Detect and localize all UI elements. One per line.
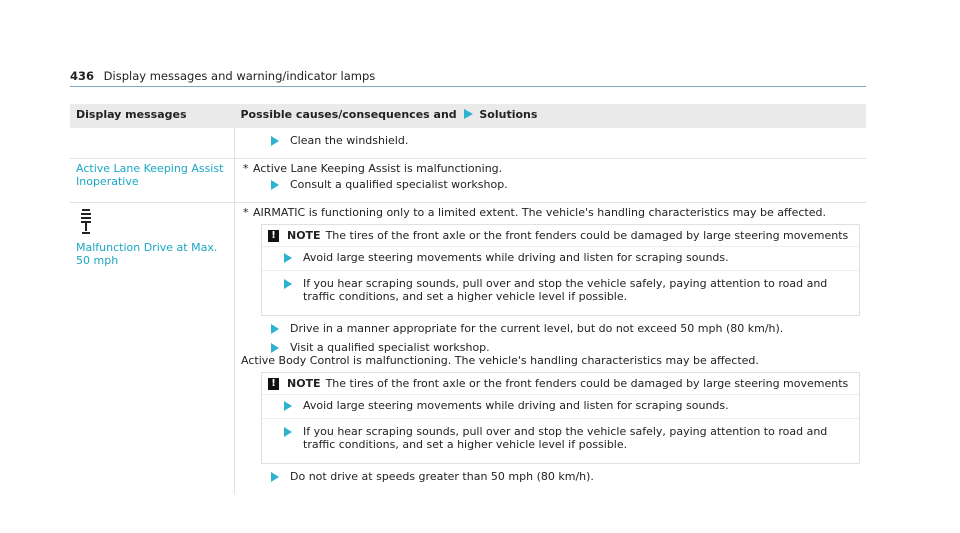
note-item-text: Avoid large steering movements while driving and listen for scraping sounds. <box>303 251 729 264</box>
note-title: NOTE <box>287 229 321 242</box>
cause-item <box>241 206 860 219</box>
arrow-icon <box>271 180 279 190</box>
solution-item <box>241 341 860 354</box>
note-item <box>262 251 859 271</box>
note-text: The tires of the front axle or the front fenders could be damaged by large steering movements <box>325 229 849 242</box>
cause-text: AIRMATIC is functioning only to a limited extent. The vehicle's handling characteristics may be affected. <box>253 206 826 219</box>
message-line: 50 mph <box>76 254 119 267</box>
note-header <box>262 225 859 247</box>
arrow-icon <box>284 279 292 289</box>
page-title: Display messages and warning/indicator lamps <box>103 69 376 83</box>
arrow-icon <box>464 109 473 119</box>
note-item-text: If you hear scraping sounds, pull over and stop the vehicle safely, paying attention to road and traffic conditions, and set a higher vehicle level if possible. <box>303 425 828 451</box>
arrow-icon <box>271 343 279 353</box>
arrow-icon <box>284 427 292 437</box>
message-cell <box>70 128 235 159</box>
solution-text: Do not drive at speeds greater than 50 mph (80 km/h). <box>290 470 594 483</box>
arrow-icon <box>284 401 292 411</box>
arrow-icon <box>271 472 279 482</box>
solution-text: Consult a qualified specialist workshop. <box>290 178 508 191</box>
note-text: The tires of the front axle or the front fenders could be damaged by large steering movements <box>325 377 849 390</box>
note-header <box>262 373 859 395</box>
col-header-solutions: Solutions <box>479 108 538 121</box>
note-item-text: If you hear scraping sounds, pull over and stop the vehicle safely, paying attention to road and traffic conditions, and set a higher vehicle level if possible. <box>303 277 828 303</box>
display-messages-table <box>70 104 866 494</box>
note-item <box>262 277 859 309</box>
col-header-display-messages: Display messages <box>70 104 235 128</box>
solution-item <box>241 178 860 191</box>
header-divider <box>70 86 866 87</box>
table-header-row <box>70 104 866 128</box>
message-line: Malfunction Drive at Max. <box>76 241 218 254</box>
note-box <box>261 224 860 316</box>
solution-cell <box>235 128 867 159</box>
note-item <box>262 425 859 457</box>
arrow-icon <box>271 324 279 334</box>
note-item-text: Avoid large steering movements while driving and listen for scraping sounds. <box>303 399 729 412</box>
cause-item <box>241 162 860 175</box>
note-box <box>261 372 860 464</box>
col-header-causes: Possible causes/consequences and <box>240 108 457 121</box>
message-cell <box>70 203 235 495</box>
table-row <box>70 203 866 495</box>
warning-icon: ! <box>268 230 279 242</box>
message-line: Active Lane Keeping Assist <box>76 162 224 175</box>
solution-item <box>241 322 860 335</box>
solution-item <box>241 470 860 483</box>
page-number: 436 <box>70 69 95 83</box>
solution-text: Drive in a manner appropriate for the current level, but do not exceed 50 mph (80 km/h). <box>290 322 784 335</box>
note-title: NOTE <box>287 377 321 390</box>
cause-text: Active Body Control is malfunctioning. The vehicle's handling characteristics may be affected. <box>241 354 759 367</box>
suspension-icon <box>78 209 94 235</box>
solution-cell <box>235 203 867 495</box>
table-row <box>70 128 866 159</box>
arrow-icon <box>284 253 292 263</box>
solution-text: Clean the windshield. <box>290 134 409 147</box>
solution-text: Visit a qualified specialist workshop. <box>290 341 490 354</box>
col-header-causes-solutions <box>235 104 867 128</box>
message-line: Inoperative <box>76 175 139 188</box>
cause-text: Active Lane Keeping Assist is malfunctioning. <box>253 162 503 175</box>
arrow-icon <box>271 136 279 146</box>
note-item <box>262 399 859 419</box>
message-cell <box>70 159 235 203</box>
page-header <box>70 69 375 83</box>
table-row <box>70 159 866 203</box>
solution-cell <box>235 159 867 203</box>
asterisk-icon: * <box>243 162 249 175</box>
warning-icon: ! <box>268 378 279 390</box>
solution-item <box>241 134 860 147</box>
asterisk-icon: * <box>243 206 249 219</box>
